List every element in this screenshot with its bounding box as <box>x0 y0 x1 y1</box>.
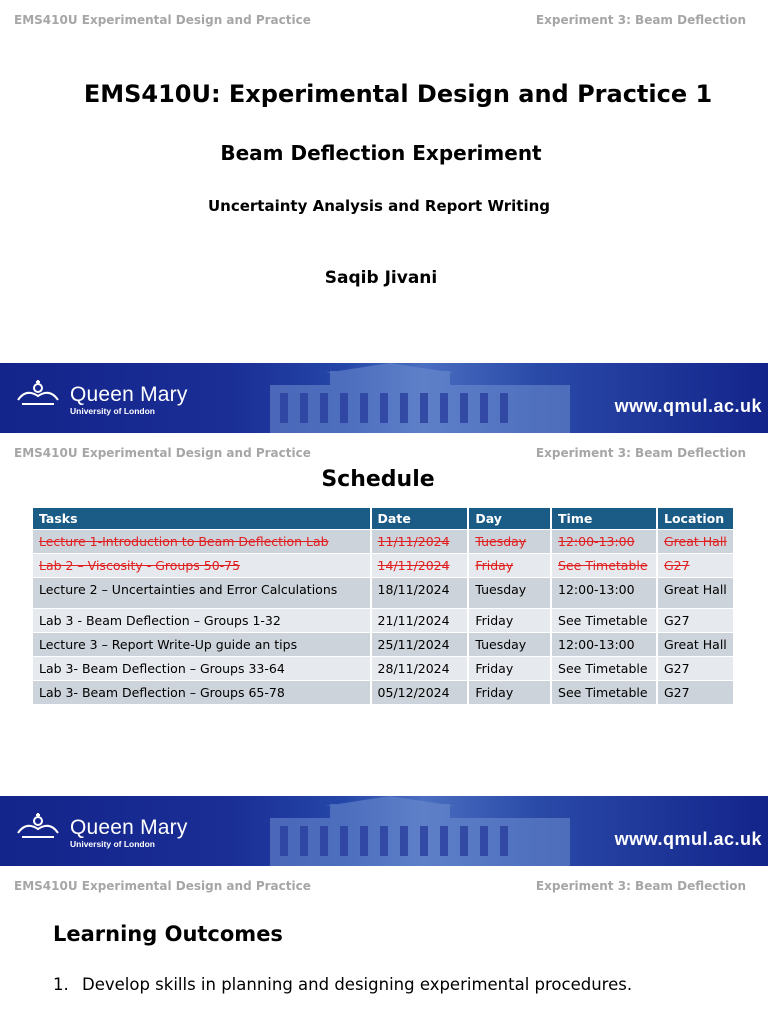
task-cell: Lecture 1-Introduction to Beam Deflection Lab <box>33 530 371 554</box>
date-cell: 11/11/2024 <box>371 530 469 554</box>
schedule-title: Schedule <box>321 467 435 492</box>
date-cell: 28/11/2024 <box>371 657 469 681</box>
schedule-slide <box>0 433 768 796</box>
list-item <box>53 975 632 994</box>
table-row <box>33 609 734 633</box>
day-cell: Friday <box>468 681 551 705</box>
task-cell: Lab 3 - Beam Deflection – Groups 1-32 <box>33 609 371 633</box>
time-cell: 12:00-13:00 <box>551 578 657 609</box>
time-cell: See Timetable <box>551 609 657 633</box>
slide-header-course: EMS410U Experimental Design and Practice <box>14 13 311 27</box>
table-header-row <box>33 508 734 530</box>
column-header: Time <box>551 508 657 530</box>
location-cell: G27 <box>657 554 734 578</box>
table-row <box>33 578 734 609</box>
table-row <box>33 681 734 705</box>
task-cell: Lecture 2 – Uncertainties and Error Calculations <box>33 578 371 609</box>
table-row <box>33 530 734 554</box>
list-item-text: Develop skills in planning and designing experimental procedures. <box>82 975 633 994</box>
day-cell: Friday <box>468 609 551 633</box>
column-header: Day <box>468 508 551 530</box>
column-header: Tasks <box>33 508 371 530</box>
table-row <box>33 633 734 657</box>
time-cell: See Timetable <box>551 554 657 578</box>
location-cell: Great Hall <box>657 530 734 554</box>
column-header: Date <box>371 508 469 530</box>
university-name: Queen Mary <box>70 816 188 839</box>
slide-header-course: EMS410U Experimental Design and Practice <box>14 879 311 893</box>
day-cell: Friday <box>468 554 551 578</box>
author-name: Saqib Jivani <box>324 268 438 288</box>
task-cell: Lab 2 – Viscosity - Groups 50-75 <box>33 554 371 578</box>
location-cell: G27 <box>657 657 734 681</box>
day-cell: Tuesday <box>468 578 551 609</box>
slide-header-experiment: Experiment 3: Beam Deflection <box>535 13 746 27</box>
crown-logo-icon <box>14 378 62 410</box>
table-row <box>33 657 734 681</box>
date-cell: 18/11/2024 <box>371 578 469 609</box>
university-url: www.qmul.ac.uk <box>614 829 762 849</box>
university-subtitle: University of London <box>70 406 155 416</box>
location-cell: G27 <box>657 609 734 633</box>
building-image <box>270 363 570 433</box>
slide-header-experiment: Experiment 3: Beam Deflection <box>535 879 746 893</box>
date-cell: 21/11/2024 <box>371 609 469 633</box>
slide-header-experiment: Experiment 3: Beam Deflection <box>535 446 746 460</box>
university-name: Queen Mary <box>70 383 188 406</box>
day-cell: Tuesday <box>468 633 551 657</box>
task-cell: Lab 3- Beam Deflection – Groups 65-78 <box>33 681 371 705</box>
learning-outcomes-title: Learning Outcomes <box>53 922 283 946</box>
topic-title: Uncertainty Analysis and Report Writing <box>207 197 551 215</box>
time-cell: 12:00-13:00 <box>551 530 657 554</box>
list-item-number: 1. <box>53 975 69 994</box>
column-header: Location <box>657 508 734 530</box>
qmul-banner <box>0 796 768 866</box>
building-image <box>270 796 570 866</box>
course-title: EMS410U: Experimental Design and Practice 1 <box>83 80 713 108</box>
date-cell: 25/11/2024 <box>371 633 469 657</box>
day-cell: Friday <box>468 657 551 681</box>
table-row <box>33 554 734 578</box>
schedule-table <box>33 508 735 704</box>
location-cell: G27 <box>657 681 734 705</box>
time-cell: See Timetable <box>551 681 657 705</box>
title-slide <box>0 0 768 363</box>
experiment-title: Beam Deflection Experiment <box>220 141 542 165</box>
task-cell: Lab 3- Beam Deflection – Groups 33-64 <box>33 657 371 681</box>
date-cell: 14/11/2024 <box>371 554 469 578</box>
task-cell: Lecture 3 – Report Write-Up guide an tips <box>33 633 371 657</box>
crown-logo-icon <box>14 811 62 843</box>
time-cell: See Timetable <box>551 657 657 681</box>
location-cell: Great Hall <box>657 578 734 609</box>
university-url: www.qmul.ac.uk <box>614 396 762 416</box>
time-cell: 12:00-13:00 <box>551 633 657 657</box>
university-subtitle: University of London <box>70 839 155 849</box>
qmul-banner <box>0 363 768 433</box>
location-cell: Great Hall <box>657 633 734 657</box>
day-cell: Tuesday <box>468 530 551 554</box>
slide-header-course: EMS410U Experimental Design and Practice <box>14 446 311 460</box>
date-cell: 05/12/2024 <box>371 681 469 705</box>
learning-outcomes-slide <box>0 866 768 1024</box>
